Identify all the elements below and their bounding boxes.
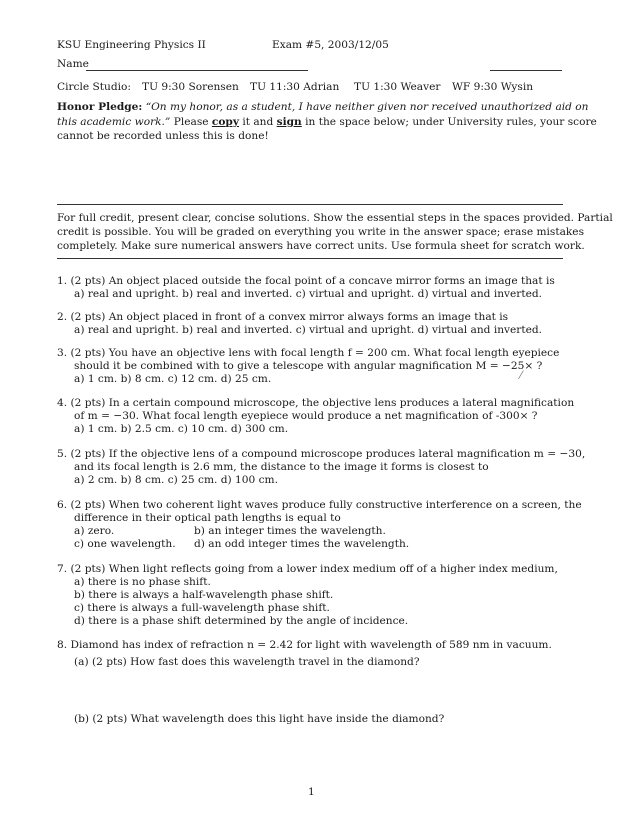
question-5 [57,448,585,487]
option-a[interactable]: a) there is no phase shift. [74,576,211,588]
option-c[interactable]: c) one wavelength. [74,538,176,550]
question-2 [57,311,542,337]
instructions-line-2: credit is possible. You will be graded on everything you write in the answer space; erase mistakes [57,226,585,238]
question-number: 1. [57,275,68,287]
pen-mark-icon: ⁄ [520,369,522,382]
question-number: 5. [57,448,68,460]
question-4 [57,397,574,436]
question-number: 2. [57,311,68,323]
question-text-line-1: (2 pts) When two coherent light waves produce fully constructive interference on a screen, the [70,499,582,511]
page-number: 1 [308,786,315,798]
pledge-copy: copy [211,116,239,128]
question-number: 4. [57,397,68,409]
question-text-line-2: of m = −30. What focal length eyepiece would produce a net magnification of -300× ? [74,410,538,422]
studio-option-sorensen[interactable]: TU 9:30 Sorensen [142,81,239,93]
question-text-line-1: (2 pts) In a certain compound microscope, the objective lens produces a lateral magnification [70,397,575,409]
option-c[interactable]: c) there is always a full-wavelength phase shift. [74,602,330,614]
option-b[interactable]: b) an integer times the wavelength. [194,525,386,537]
pledge-text-a: Please [170,116,212,128]
signature-line[interactable] [57,204,563,205]
question-3 [57,347,559,386]
option-d[interactable]: d) there is a phase shift determined by the angle of incidence. [74,615,409,627]
question-text: (2 pts) When light reflects going from a lower index medium off of a higher index medium, [70,563,558,575]
question-options[interactable]: a) 1 cm. b) 8 cm. c) 12 cm. d) 25 cm. [74,373,272,385]
question-number: 8. [57,639,68,651]
question-text-line-2: should it be combined with to give a telescope with angular magnification M = −25× ? [74,360,543,372]
question-options[interactable]: a) 1 cm. b) 2.5 cm. c) 10 cm. d) 300 cm. [74,423,289,435]
studio-option-weaver[interactable]: TU 1:30 Weaver [354,81,441,93]
question-text-line-1: (2 pts) If the objective lens of a compound microscope produces lateral magnification m = −30, [70,448,586,460]
pledge-quote-2: this academic work.” [57,116,171,128]
question-number: 7. [57,563,68,575]
pledge-sign: sign [276,116,302,128]
pledge-text-b: it and [238,116,277,128]
name-line[interactable] [86,70,308,71]
question-options[interactable]: a) real and upright. b) real and inverted. c) virtual and upright. d) virtual and inverted. [74,324,543,336]
question-text: Diamond has index of refraction n = 2.42 for light with wavelength of 589 nm in vacuum. [70,639,552,651]
honor-pledge-line-3: cannot be recorded unless this is done! [57,130,269,142]
exam-title: Exam #5, 2003/12/05 [272,39,389,51]
question-text-line-2: and its focal length is 2.6 mm, the distance to the image it forms is closest to [74,461,489,473]
question-options[interactable]: a) real and upright. b) real and inverted. c) virtual and upright. d) virtual and inverted. [74,288,543,300]
pledge-text-c: in the space below; under University rules, your score [301,116,597,128]
question-8-part-a: (a) (2 pts) How fast does this wavelength travel in the diamond? [74,656,420,668]
pledge-quote-1: “On my honor, as a student, I have neither given nor received unauthorized aid on [145,101,589,113]
question-8 [57,639,552,669]
question-text-line-1: (2 pts) You have an objective lens with focal length f = 200 cm. What focal length eyepiece [70,347,560,359]
option-b[interactable]: b) there is always a half-wavelength phase shift. [74,589,334,601]
option-d[interactable]: d) an odd integer times the wavelength. [194,538,410,550]
instructions-line-3: completely. Make sure numerical answers have correct units. Use formula sheet for scratch work. [57,240,585,252]
question-text-line-2: difference in their optical path lengths is equal to [74,512,341,524]
course-title: KSU Engineering Physics II [57,39,206,51]
question-number: 6. [57,499,68,511]
instructions-line-1: For full credit, present clear, concise solutions. Show the essential steps in the spaces provided. Partial [57,212,613,224]
question-6 [57,499,582,551]
instructions-divider [57,258,563,259]
question-text: (2 pts) An object placed in front of a convex mirror always forms an image that is [70,311,509,323]
studio-label: Circle Studio: [57,81,131,93]
name-label: Name [57,58,89,70]
honor-pledge-line-1 [57,101,589,113]
studio-option-wysin[interactable]: WF 9:30 Wysin [452,81,534,93]
name-line-right[interactable] [490,70,562,71]
question-text: (2 pts) An object placed outside the focal point of a concave mirror forms an image that is [70,275,555,287]
option-a[interactable]: a) zero. [74,525,115,537]
question-1 [57,275,555,301]
pledge-label: Honor Pledge: [57,101,143,113]
question-number: 3. [57,347,68,359]
question-8-part-b: (b) (2 pts) What wavelength does this light have inside the diamond? [74,713,445,725]
question-options[interactable]: a) 2 cm. b) 8 cm. c) 25 cm. d) 100 cm. [74,474,278,486]
studio-option-adrian[interactable]: TU 11:30 Adrian [250,81,340,93]
honor-pledge-line-2 [57,116,597,128]
question-7 [57,563,558,628]
